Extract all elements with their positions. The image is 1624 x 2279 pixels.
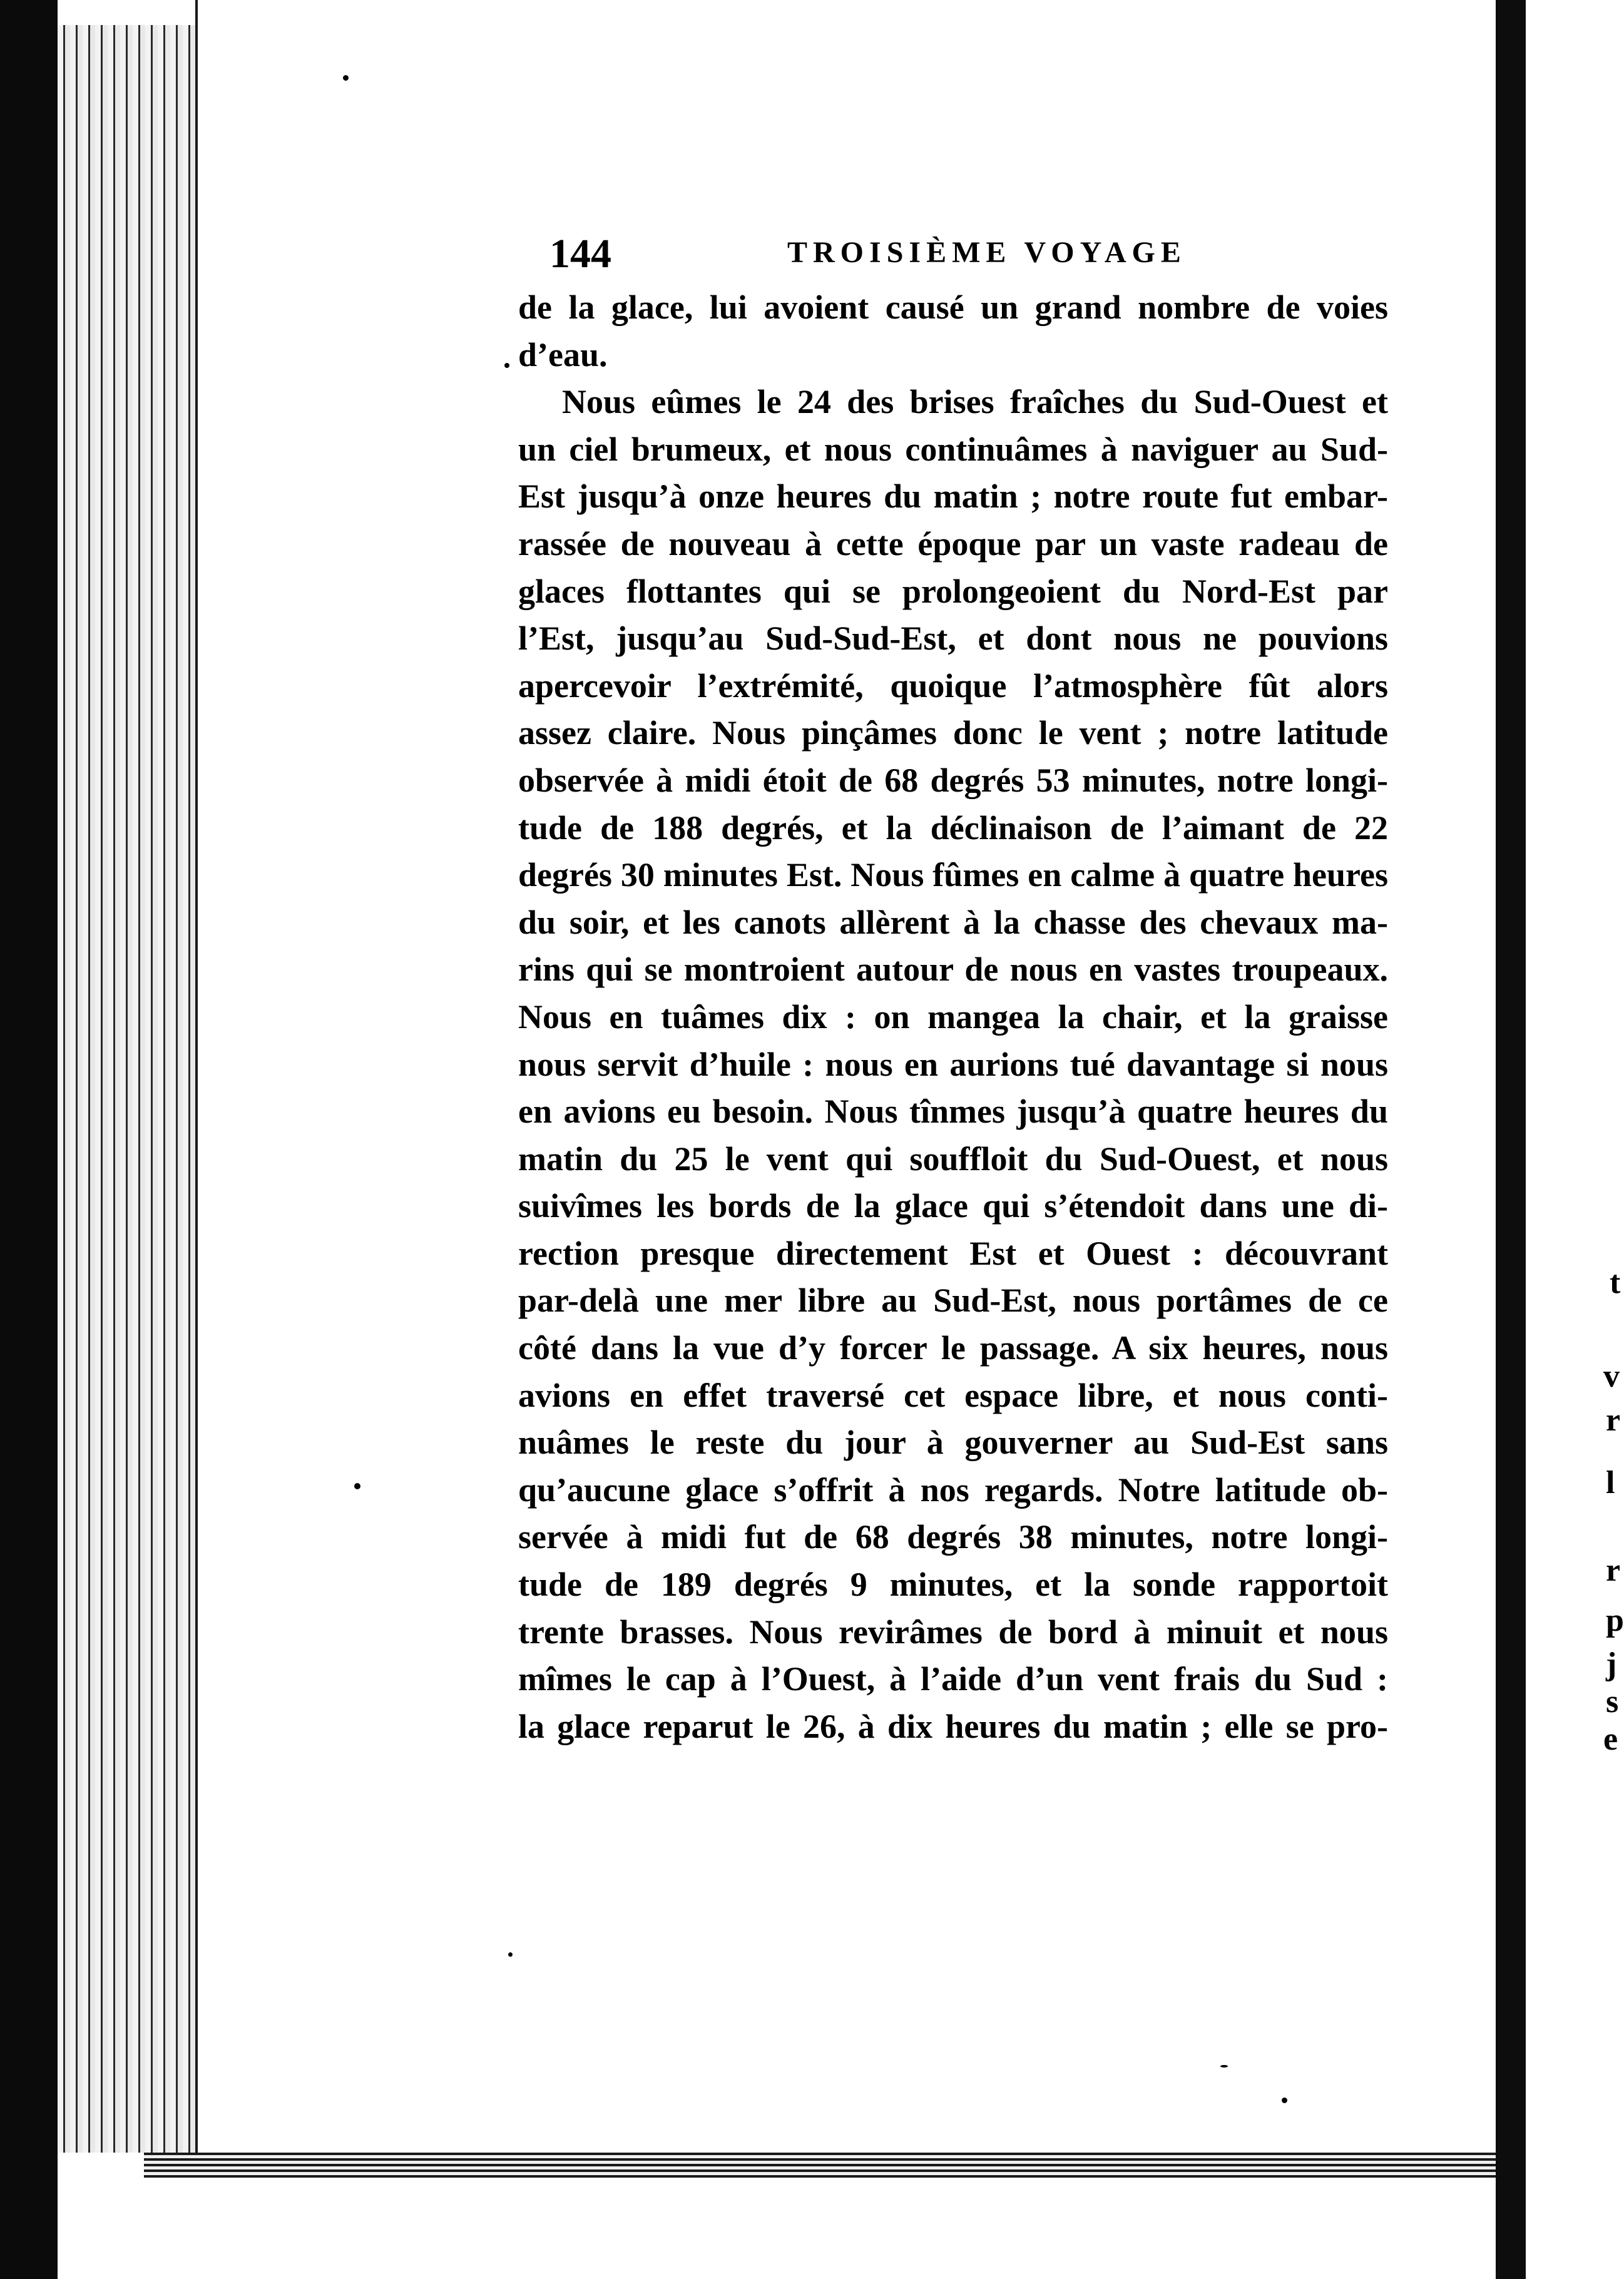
text-line: Est jusqu’à onze heures du matin ; notre route fut embar- <box>518 477 1388 516</box>
text-line: la glace reparut le 26, à dix heures du matin ; elle se pro- <box>518 1707 1388 1745</box>
text-line: par-delà une mer libre au Sud-Est, nous portâmes de ce <box>518 1282 1388 1320</box>
page-header <box>518 230 1388 284</box>
ink-speck <box>343 75 349 81</box>
text-line: rassée de nouveau à cette époque par un vaste radeau de <box>518 524 1388 563</box>
book-edge-dark <box>0 0 58 2279</box>
text-line: nuâmes le reste du jour à gouverner au Sud-Est sans <box>518 1424 1388 1462</box>
text-line: apercevoir l’extrémité, quoique l’atmosphère fût alors <box>518 666 1388 705</box>
facing-page-letter: v <box>1603 1359 1620 1394</box>
facing-page-letter: s <box>1606 1684 1619 1720</box>
text-line: assez claire. Nous pinçâmes donc le vent ; notre latitude <box>518 714 1388 752</box>
running-head: TROISIÈME VOYAGE <box>787 236 1187 269</box>
text-line: Nous en tuâmes dix : on mangea la chair, et la graisse <box>518 997 1388 1036</box>
facing-page-letter: l <box>1606 1465 1615 1501</box>
text-line: tude de 188 degrés, et la déclinaison de l’aimant de 22 <box>518 808 1388 847</box>
ink-speck <box>1220 2065 1228 2067</box>
text-line: de la glace, lui avoient causé un grand nombre de voies <box>518 288 1388 326</box>
ink-speck <box>508 1952 513 1957</box>
text-line: Nous eûmes le 24 des brises fraîches du Sud-Ouest et <box>562 383 1388 421</box>
text-line: côté dans la vue d’y forcer le passage. A six heures, nous <box>518 1329 1388 1367</box>
text-line: l’Est, jusqu’au Sud-Sud-Est, et dont nous ne pouvions <box>518 619 1388 658</box>
text-line: tude de 189 degrés 9 minutes, et la sonde rapportoit <box>518 1566 1388 1604</box>
page-stack-bottom-edge <box>144 2153 1508 2178</box>
text-line: nous servit d’huile : nous en aurions tué davantage si nous <box>518 1045 1388 1083</box>
page-number: 144 <box>549 231 611 277</box>
text-line: du soir, et les canots allèrent à la chasse des chevaux ma- <box>518 903 1388 941</box>
text-line: trente brasses. Nous revirâmes de bord à minuit et nous <box>518 1613 1388 1651</box>
ink-speck <box>354 1483 360 1489</box>
page-text-block <box>518 230 1388 1750</box>
body-text <box>518 284 1388 1750</box>
book-gutter-dark <box>1496 0 1526 2279</box>
facing-page-letter: p <box>1606 1603 1624 1638</box>
text-line: matin du 25 le vent qui souffloit du Sud-Ouest, et nous <box>518 1140 1388 1178</box>
page-stack-edge <box>58 25 195 2153</box>
facing-page-letter: r <box>1606 1552 1621 1588</box>
facing-page-letter: r <box>1606 1402 1621 1438</box>
text-line: un ciel brumeux, et nous continuâmes à naviguer au Sud- <box>518 430 1388 468</box>
text-line: glaces flottantes qui se prolongeoient du Nord-Est par <box>518 572 1388 610</box>
text-line: observée à midi étoit de 68 degrés 53 minutes, notre longi- <box>518 761 1388 799</box>
text-line: rection presque directement Est et Ouest : découvrant <box>518 1234 1388 1272</box>
text-line: suivîmes les bords de la glace qui s’étendoit dans une di- <box>518 1187 1388 1225</box>
text-line: en avions eu besoin. Nous tînmes jusqu’à quatre heures du <box>518 1093 1388 1131</box>
facing-page-letter: e <box>1603 1721 1618 1757</box>
text-line: mîmes le cap à l’Ouest, à l’aide d’un vent frais du Sud : <box>518 1660 1388 1698</box>
text-line: d’eau. <box>518 335 608 374</box>
facing-page-letter: t <box>1610 1265 1621 1300</box>
text-line: rins qui se montroient autour de nous en vastes troupeaux. <box>518 951 1388 989</box>
facing-page-letter: j <box>1606 1646 1617 1682</box>
text-line: avions en effet traversé cet espace libre, et nous conti- <box>518 1376 1388 1414</box>
ink-speck <box>1282 2098 1287 2103</box>
facing-page-fragment <box>1526 0 1620 2279</box>
text-line: qu’aucune glace s’offrit à nos regards. Notre latitude ob- <box>518 1471 1388 1509</box>
text-line: servée à midi fut de 68 degrés 38 minutes, notre longi- <box>518 1518 1388 1556</box>
ink-speck <box>504 363 509 368</box>
text-line: degrés 30 minutes Est. Nous fûmes en calme à quatre heures <box>518 856 1388 894</box>
